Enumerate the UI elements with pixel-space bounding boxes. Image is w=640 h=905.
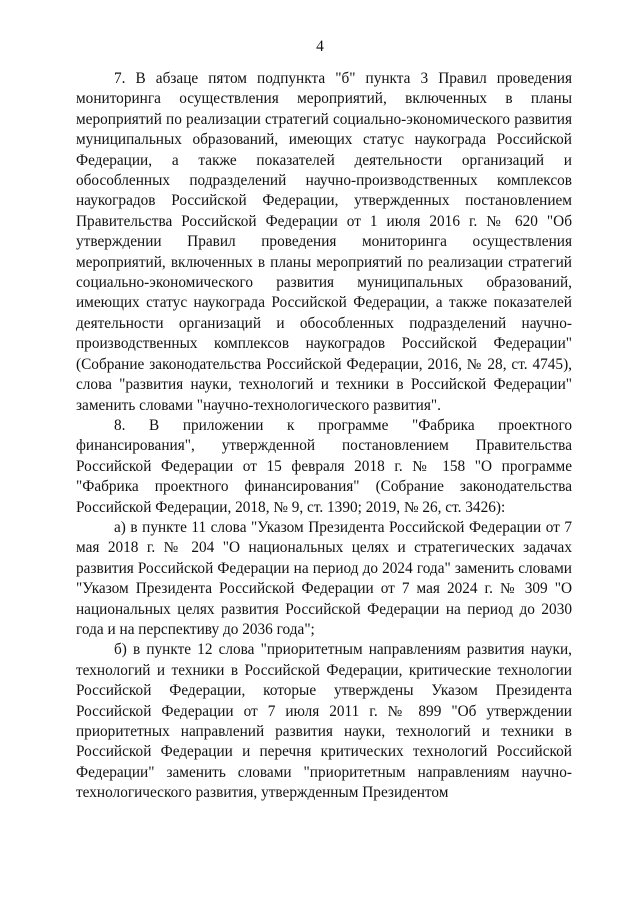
paragraph-item-8: 8. В приложении к программе "Фабрика проектного финансирования", утвержденной постановлением Правительства Российской Федерации от 15 февраля 2018 г. № 158 "О программе "Фабрика проектного финансирования" (Собрание законодательства Российской Федерации, 2018, № 9, ст. 1390; 2019, № 26, ст. 3426): (76, 416, 572, 516)
page-number: 4 (316, 38, 324, 55)
subparagraph-a: а) в пункте 11 слова "Указом Президента Российской Федерации от 7 мая 2018 г. № 204 "О национальных целях и стратегических задачах развития Российской Федерации на период до 2024 года" заменить словами "Указом Президента Российской Федерации от 7 мая 2024 г. № 309 "О национальных целях развития Российской Федерации на период до 2030 года и на перспективу до 2036 года"; (76, 518, 572, 638)
document-body (76, 69, 572, 804)
subparagraph-b: б) в пункте 12 слова "приоритетным направлениям развития науки, технологий и техники в Российской Федерации, критические технологии Российской Федерации, которые утверждены Указом Президента Российской Федерации от 7 июля 2011 г. № 899 "Об утверждении приоритетных направлений развития науки, технологий и техники в Российской Федерации и перечня критических технологий Российской Федерации" заменить словами "приоритетным направлениям научно-технологического развития, утвержденным Президентом (76, 641, 572, 802)
paragraph-item-7: 7. В абзаце пятом подпункта "б" пункта 3 Правил проведения мониторинга осуществления мероприятий, включенных в планы мероприятий по реализации стратегий социально-экономического развития муниципальных образований, имеющих статус наукограда Российской Федерации, а также показателей деятельности организаций и обособленных подразделений научно-производственных комплексов наукоградов Российской Федерации, утвержденных постановлением Правительства Российской Федерации от 1 июля 2016 г. № 620 "Об утверждении Правил проведения мониторинга осуществления мероприятий, включенных в планы мероприятий по реализации стратегий социально-экономического развития муниципальных образований, имеющих статус наукограда Российской Федерации, а также показателей деятельности организаций и обособленных подразделений научно-производственных комплексов наукоградов Российской Федерации" (Собрание законодательства Российской Федерации, 2016, № 28, ст. 4745), слова "развития науки, технологий и техники в Российской Федерации" заменить словами "научно-технологического развития". (76, 70, 572, 414)
